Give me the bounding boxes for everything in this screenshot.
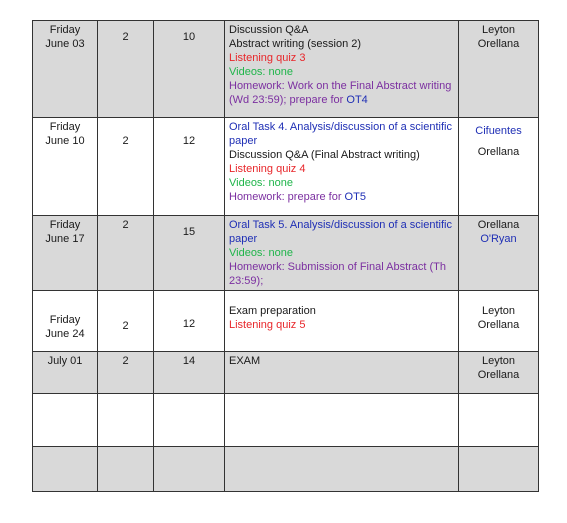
empty-cell bbox=[33, 394, 98, 447]
homework-item: Homework: Submission of Final Abstract (Th 23:59); bbox=[229, 261, 447, 287]
date-cell bbox=[33, 118, 98, 216]
date-day-month: June 24 bbox=[45, 328, 85, 340]
schedule-table bbox=[32, 20, 539, 492]
hours-cell: 2 bbox=[98, 352, 154, 394]
date-day: Friday bbox=[49, 121, 81, 133]
instructor-cell bbox=[459, 21, 539, 118]
homework-task-ref: OT4 bbox=[346, 94, 368, 106]
schedule-row bbox=[33, 352, 539, 394]
instructor-name: O'Ryan bbox=[480, 233, 517, 245]
activity-item: Videos: none bbox=[229, 247, 294, 259]
instructor-cell bbox=[459, 352, 539, 394]
activities-cell bbox=[225, 21, 459, 118]
instructor-name: Orellana bbox=[477, 319, 520, 331]
number-cell: 14 bbox=[154, 352, 225, 394]
date-day-month: June 17 bbox=[45, 233, 85, 245]
activity-item: Discussion Q&A (Final Abstract writing) bbox=[229, 149, 420, 161]
date-cell bbox=[33, 291, 98, 352]
date-day-month: July 01 bbox=[47, 355, 83, 367]
instructor-name: Leyton bbox=[481, 355, 516, 367]
hours-cell: 2 bbox=[98, 216, 154, 291]
hours-cell: 2 bbox=[98, 21, 154, 118]
empty-cell bbox=[225, 394, 459, 447]
activity-item: Listening quiz 5 bbox=[229, 319, 306, 331]
instructor-cell bbox=[459, 291, 539, 352]
number-cell: 15 bbox=[154, 216, 225, 291]
date-cell bbox=[33, 352, 98, 394]
activity-item: Listening quiz 3 bbox=[229, 52, 306, 64]
homework-text: Homework: prepare for bbox=[229, 191, 345, 203]
number-cell: 12 bbox=[154, 118, 225, 216]
schedule-row-empty bbox=[33, 394, 539, 447]
hours-cell: 2 bbox=[98, 118, 154, 216]
homework-task-ref: OT5 bbox=[344, 191, 366, 203]
hours-cell: 2 bbox=[98, 291, 154, 352]
date-day: Friday bbox=[49, 314, 81, 326]
schedule-row bbox=[33, 118, 539, 216]
instructor-name: Orellana bbox=[477, 369, 520, 381]
empty-cell bbox=[459, 447, 539, 492]
instructor-name: Leyton bbox=[481, 305, 516, 317]
date-cell bbox=[33, 21, 98, 118]
activity-item: Abstract writing (session 2) bbox=[229, 38, 362, 50]
number-cell: 12 bbox=[154, 291, 225, 352]
activity-item: Oral Task 4. Analysis/discussion of a scientific paper bbox=[229, 121, 452, 147]
instructor-cell bbox=[459, 216, 539, 291]
empty-cell bbox=[459, 394, 539, 447]
activity-item: Videos: none bbox=[229, 66, 294, 78]
homework-item bbox=[229, 190, 454, 204]
instructor-name: Orellana bbox=[477, 38, 520, 50]
instructor-name: Orellana bbox=[477, 146, 520, 158]
homework-text: Homework: Work on the Final Abstract writing (Wd 23:59); prepare for bbox=[229, 80, 452, 106]
instructor-name: Orellana bbox=[477, 219, 520, 231]
empty-cell bbox=[98, 394, 154, 447]
instructor-name: Cifuentes bbox=[475, 125, 522, 137]
activity-item: Listening quiz 4 bbox=[229, 163, 306, 175]
date-day: Friday bbox=[49, 24, 81, 36]
activities-cell bbox=[225, 352, 459, 394]
empty-cell bbox=[98, 447, 154, 492]
empty-cell bbox=[33, 447, 98, 492]
activity-item: Discussion Q&A bbox=[229, 24, 309, 36]
activity-item: Videos: none bbox=[229, 177, 294, 189]
instructor-cell bbox=[459, 118, 539, 216]
schedule-row bbox=[33, 291, 539, 352]
empty-cell bbox=[154, 447, 225, 492]
instructor-name: Leyton bbox=[481, 24, 516, 36]
date-cell bbox=[33, 216, 98, 291]
activity-item: EXAM bbox=[229, 355, 261, 367]
activity-item: Oral Task 5. Analysis/discussion of a scientific paper bbox=[229, 219, 452, 245]
activity-item: Exam preparation bbox=[229, 305, 316, 317]
homework-item bbox=[229, 79, 454, 107]
empty-cell bbox=[225, 447, 459, 492]
activities-cell bbox=[225, 118, 459, 216]
number-cell: 10 bbox=[154, 21, 225, 118]
activities-cell bbox=[225, 216, 459, 291]
schedule-row bbox=[33, 216, 539, 291]
date-day: Friday bbox=[49, 219, 81, 231]
schedule-row bbox=[33, 21, 539, 118]
empty-cell bbox=[154, 394, 225, 447]
activities-cell bbox=[225, 291, 459, 352]
schedule-row-empty bbox=[33, 447, 539, 492]
date-day-month: June 03 bbox=[45, 38, 85, 50]
date-day-month: June 10 bbox=[45, 135, 85, 147]
